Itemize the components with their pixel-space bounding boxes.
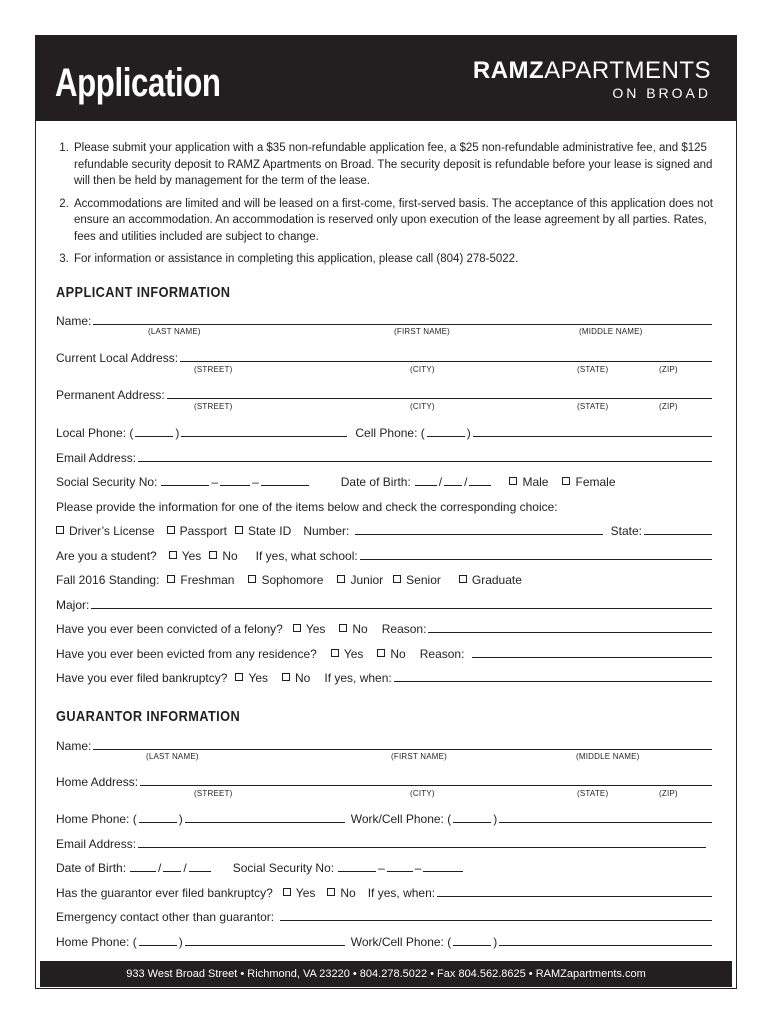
dash: –	[211, 475, 219, 489]
junior-label: Junior	[350, 573, 384, 587]
standing-label: Fall 2016 Standing:	[56, 573, 160, 587]
checkbox[interactable]	[167, 575, 175, 583]
cell-phone-label: Cell Phone: (	[355, 426, 425, 440]
female-option[interactable]	[562, 475, 615, 489]
sub-zip: (ZIP)	[659, 365, 678, 374]
home-address-label: Home Address:	[56, 775, 139, 789]
evicted-row	[56, 643, 714, 661]
standing-row	[56, 569, 714, 587]
yes-label: Yes	[248, 671, 269, 685]
no-label: No	[352, 622, 368, 636]
name-label: Name:	[56, 314, 92, 328]
ssn-field-3[interactable]	[261, 473, 309, 486]
sub-zip: (ZIP)	[659, 402, 678, 411]
work-phone-field[interactable]	[499, 810, 712, 823]
ssn-label: Social Security No:	[232, 861, 335, 875]
checkbox[interactable]	[167, 526, 175, 534]
passport-label: Passport	[179, 524, 227, 538]
number-label: Number:	[303, 524, 350, 538]
home-address-field[interactable]	[140, 773, 712, 786]
permanent-address-field[interactable]	[167, 386, 712, 399]
checkbox[interactable]	[235, 673, 243, 681]
bankruptcy-label: Have you ever filed bankruptcy?	[56, 671, 228, 685]
when-label: If yes, when:	[367, 886, 436, 900]
instruction-item: 2. Accommodations are limited and will be leased on a first-come, first-served basis. The acceptance of this application does not ensure an accommodation. An accommodation is reserved only upon execution of the lease agreement by all parties. Rates, fees and utilities included are subject to change.	[72, 196, 716, 246]
work-phone-field[interactable]	[499, 933, 712, 946]
major-row	[56, 594, 714, 612]
checkbox[interactable]	[56, 526, 64, 534]
id-row	[56, 520, 714, 538]
instruction-item: 1. Please submit your application with a $35 non-refundable application fee, a $25 non-refundable administrative fee, and $125 refundable security deposit to RAMZ Apartments on Broad. The security deposit is refundable before your lease is signed and will then be held by management for the term of the lease.	[72, 140, 716, 190]
dob-label: Date of Birth:	[56, 861, 127, 875]
dash: –	[378, 861, 385, 875]
dash: –	[252, 475, 259, 489]
emergency-phone-row	[56, 931, 714, 949]
header-bar	[35, 35, 737, 121]
sub-first-name: (FIRST NAME)	[391, 752, 448, 761]
reason-label: Reason:	[419, 647, 465, 661]
student-no-option[interactable]	[209, 549, 237, 563]
freshman-option[interactable]	[167, 573, 234, 587]
dob-month-field[interactable]	[130, 859, 156, 872]
guarantor-email-field[interactable]	[138, 835, 706, 848]
dob-day-field[interactable]	[444, 473, 462, 486]
checkbox[interactable]	[562, 477, 570, 485]
when-label: If yes, when:	[324, 671, 392, 685]
felony-yes-option[interactable]	[293, 622, 326, 636]
graduate-option[interactable]	[459, 573, 522, 587]
sub-state: (STATE)	[577, 365, 609, 374]
checkbox[interactable]	[283, 888, 291, 896]
phone-row	[56, 422, 714, 440]
male-label: Male	[522, 475, 549, 489]
emergency-label: Emergency contact other than guarantor:	[56, 910, 275, 924]
permanent-address-label: Permanent Address:	[56, 388, 165, 402]
work-area-code-field[interactable]	[453, 810, 491, 823]
brand-sub: ON BROAD	[612, 85, 711, 101]
bankruptcy-no-option[interactable]	[282, 671, 310, 685]
checkbox[interactable]	[509, 477, 517, 485]
dob-month-field[interactable]	[415, 473, 437, 486]
provide-text: Please provide the information for one of the items below and check the corresponding choice:	[56, 500, 558, 514]
guarantor-bankruptcy-yes-option[interactable]	[283, 886, 316, 900]
sub-city: (CITY)	[410, 789, 435, 798]
senior-label: Senior	[406, 573, 441, 587]
ssn-field-1[interactable]	[161, 473, 209, 486]
dob-year-field[interactable]	[189, 859, 211, 872]
instructions	[56, 140, 716, 274]
email-label: Email Address:	[56, 837, 137, 851]
id-state-field[interactable]	[644, 522, 712, 535]
instruction-item: 3. For information or assistance in completing this application, please call (804) 278-5022.	[72, 251, 716, 268]
id-number-field[interactable]	[355, 522, 602, 535]
checkbox[interactable]	[169, 551, 177, 559]
felony-no-option[interactable]	[339, 622, 367, 636]
ssn-field-2[interactable]	[220, 473, 250, 486]
home-address-row	[56, 771, 714, 789]
sophomore-label: Sophomore	[261, 573, 324, 587]
evicted-reason-field[interactable]	[472, 645, 712, 658]
no-label: No	[340, 886, 356, 900]
ssn-field-1[interactable]	[338, 859, 376, 872]
checkbox[interactable]	[331, 649, 339, 657]
paren: )	[493, 812, 498, 826]
applicant-email-field[interactable]	[138, 449, 712, 462]
felony-row	[56, 618, 714, 636]
state-id-label: State ID	[247, 524, 292, 538]
sub-street: (STREET)	[194, 402, 233, 411]
yes-label: Yes	[181, 549, 202, 563]
senior-option[interactable]	[393, 573, 441, 587]
sub-state: (STATE)	[577, 789, 609, 798]
checkbox[interactable]	[393, 575, 401, 583]
sub-street: (STREET)	[194, 789, 233, 798]
passport-option[interactable]	[167, 524, 227, 538]
applicant-name-field[interactable]	[93, 312, 712, 325]
student-yes-option[interactable]	[169, 549, 202, 563]
provide-row	[56, 496, 714, 514]
graduate-label: Graduate	[471, 573, 522, 587]
paren: )	[493, 935, 498, 949]
bankruptcy-when-field[interactable]	[394, 669, 712, 682]
sub-city: (CITY)	[410, 402, 435, 411]
sub-state: (STATE)	[577, 402, 609, 411]
slash: /	[183, 861, 187, 875]
sub-last-name: (LAST NAME)	[146, 752, 199, 761]
dash: –	[414, 861, 422, 875]
permanent-address-row	[56, 384, 714, 402]
female-label: Female	[575, 475, 616, 489]
work-phone-label: Work/Cell Phone: (	[350, 812, 452, 826]
local-address-field[interactable]	[180, 349, 712, 362]
applicant-name-row	[56, 310, 714, 328]
checkbox[interactable]	[235, 526, 243, 534]
checkbox[interactable]	[248, 575, 256, 583]
guarantor-dob-ssn-row	[56, 857, 714, 875]
local-phone-field[interactable]	[181, 424, 347, 437]
slash: /	[438, 475, 443, 489]
student-row	[56, 545, 714, 563]
checkbox[interactable]	[337, 575, 345, 583]
home-area-code-field[interactable]	[139, 933, 177, 946]
checkbox[interactable]	[377, 649, 385, 657]
bankruptcy-row	[56, 667, 714, 685]
junior-option[interactable]	[337, 573, 383, 587]
home-phone-label: Home Phone: (	[56, 812, 137, 826]
state-label: State:	[610, 524, 642, 538]
brand-logo	[473, 59, 711, 101]
cell-phone-field[interactable]	[473, 424, 712, 437]
state-id-option[interactable]	[235, 524, 291, 538]
slash: /	[158, 861, 162, 875]
emergency-contact-field[interactable]	[280, 908, 712, 921]
drivers-license-label: Driver’s License	[69, 524, 155, 538]
no-label: No	[295, 671, 311, 685]
no-label: No	[222, 549, 238, 563]
sub-middle-name: (MIDDLE NAME)	[576, 752, 640, 761]
work-phone-label: Work/Cell Phone: (	[350, 935, 452, 949]
school-label: If yes, what school:	[255, 549, 358, 563]
email-row	[56, 447, 714, 465]
major-label: Major:	[56, 598, 90, 612]
yes-label: Yes	[295, 886, 316, 900]
home-phone-field[interactable]	[185, 933, 345, 946]
brand-bold: RAMZ	[472, 57, 545, 84]
dob-label: Date of Birth:	[340, 475, 411, 489]
sub-street: (STREET)	[194, 365, 233, 374]
paren: )	[466, 426, 471, 440]
dob-year-field[interactable]	[469, 473, 491, 486]
local-address-row	[56, 347, 714, 365]
no-label: No	[390, 647, 406, 661]
emergency-row	[56, 906, 714, 924]
guarantor-name-row	[56, 735, 714, 753]
footer-bar: 933 West Broad Street • Richmond, VA 23220 • 804.278.5022 • Fax 804.562.8625 • RAMZapartments.com	[40, 961, 732, 987]
paren: )	[178, 935, 183, 949]
guarantor-bankruptcy-no-option[interactable]	[327, 886, 355, 900]
local-area-code-field[interactable]	[135, 424, 173, 437]
bankruptcy-yes-option[interactable]	[235, 671, 268, 685]
guarantor-email-row	[56, 833, 714, 851]
checkbox[interactable]	[327, 888, 335, 896]
dob-day-field[interactable]	[163, 859, 181, 872]
local-phone-label: Local Phone: (	[56, 426, 134, 440]
sub-first-name: (FIRST NAME)	[394, 327, 451, 336]
evicted-label: Have you ever been evicted from any residence?	[56, 647, 317, 661]
ssn-field-3[interactable]	[423, 859, 463, 872]
school-field[interactable]	[360, 547, 712, 560]
home-phone-field[interactable]	[185, 810, 345, 823]
major-field[interactable]	[91, 596, 712, 609]
guarantor-heading: GUARANTOR INFORMATION	[56, 708, 241, 725]
sub-zip: (ZIP)	[659, 789, 678, 798]
cell-area-code-field[interactable]	[427, 424, 465, 437]
felony-reason-field[interactable]	[428, 620, 712, 633]
felony-label: Have you ever been convicted of a felony?	[56, 622, 283, 636]
evicted-yes-option[interactable]	[331, 647, 364, 661]
evicted-no-option[interactable]	[377, 647, 405, 661]
guarantor-bankruptcy-label: Has the guarantor ever filed bankruptcy?	[56, 886, 273, 900]
email-label: Email Address:	[56, 451, 137, 465]
guarantor-bankruptcy-row	[56, 882, 714, 900]
sub-middle-name: (MIDDLE NAME)	[579, 327, 643, 336]
checkbox[interactable]	[209, 551, 217, 559]
drivers-license-option[interactable]	[56, 524, 155, 538]
checkbox[interactable]	[293, 624, 301, 632]
slash: /	[464, 475, 468, 489]
applicant-heading: APPLICANT INFORMATION	[56, 284, 231, 301]
ssn-field-2[interactable]	[387, 859, 413, 872]
ssn-label: Social Security No:	[56, 475, 158, 489]
reason-label: Reason:	[381, 622, 427, 636]
guarantor-phone-row	[56, 808, 714, 826]
guarantor-name-field[interactable]	[93, 737, 712, 750]
male-option[interactable]	[509, 475, 548, 489]
guarantor-bankruptcy-when-field[interactable]	[437, 884, 712, 897]
name-label: Name:	[56, 739, 92, 753]
sub-last-name: (LAST NAME)	[148, 327, 201, 336]
paren: )	[175, 426, 180, 440]
sophomore-option[interactable]	[248, 573, 323, 587]
local-address-label: Current Local Address:	[56, 351, 179, 365]
paren: )	[178, 812, 183, 826]
sub-city: (CITY)	[410, 365, 435, 374]
page-title: Application	[55, 61, 221, 105]
work-area-code-field[interactable]	[453, 933, 491, 946]
yes-label: Yes	[343, 647, 364, 661]
student-label: Are you a student?	[56, 549, 157, 563]
brand-light: APARTMENTS	[544, 57, 711, 84]
yes-label: Yes	[305, 622, 326, 636]
ssn-dob-row	[56, 471, 714, 489]
checkbox[interactable]	[339, 624, 347, 632]
checkbox[interactable]	[459, 575, 467, 583]
home-phone-label: Home Phone: (	[56, 935, 137, 949]
freshman-label: Freshman	[180, 573, 235, 587]
home-area-code-field[interactable]	[139, 810, 177, 823]
checkbox[interactable]	[282, 673, 290, 681]
